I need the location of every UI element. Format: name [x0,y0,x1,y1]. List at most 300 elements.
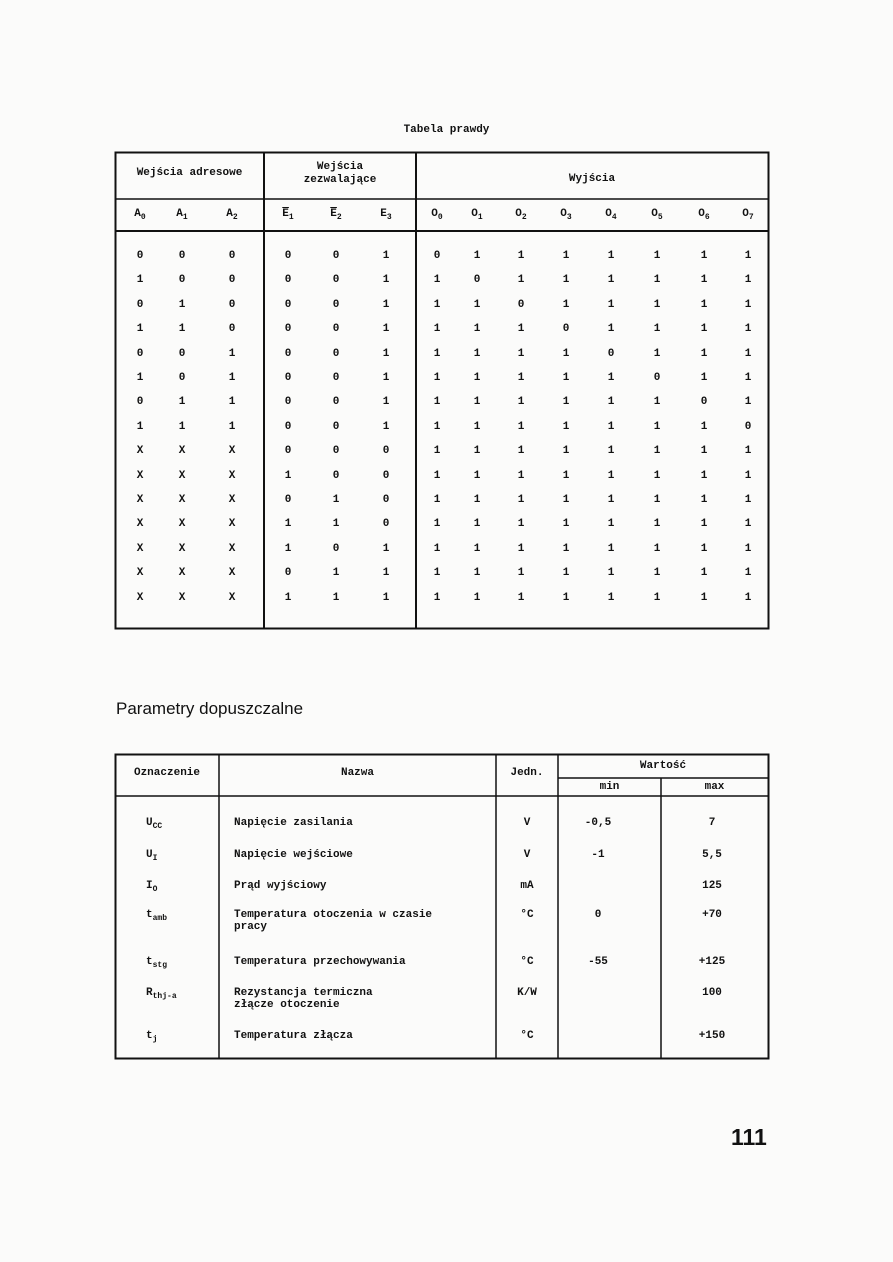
truth-table-cell: 0 [332,372,340,384]
parameter-symbol-letter: U [146,849,153,861]
truth-table-cell: 1 [178,323,186,336]
parameter-symbol [146,909,216,925]
column-header-subscript: 1 [288,213,294,222]
parameter-name [234,880,489,892]
parameter-symbol-subscript: O [152,885,158,894]
truth-table-cell: 1 [382,542,390,555]
column-header-subscript: 3 [386,213,392,222]
column-header-letter: O [651,208,658,220]
truth-table-cell: 1 [744,542,752,555]
column-header-letter: O [431,208,438,220]
truth-table-cell: 1 [562,567,570,580]
parameter-max: +125 [698,956,726,968]
truth-table-cell: 1 [284,469,292,482]
truth-table-cell: 1 [700,372,708,384]
truth-table-cell: 1 [607,591,615,604]
truth-table-cell: 1 [744,396,752,409]
truth-table-cell: 0 [284,347,292,360]
column-header-letter: O [471,208,478,220]
column-header-letter: A [134,208,141,220]
truth-table-cell: 0 [332,274,340,287]
truth-table-cell: 0 [284,298,292,311]
parameter-unit: mA [520,880,534,892]
truth-table-cell: 1 [700,469,708,482]
truth-table-cell: 1 [700,323,708,336]
truth-table-cell: 1 [607,420,615,433]
truth-table-cell: 1 [653,274,661,287]
truth-table-cell: 1 [607,298,615,311]
truth-table-cell: 1 [473,445,481,458]
truth-table-cell: 1 [700,274,708,287]
parameter-symbol-letter: t [146,1030,153,1042]
truth-table-cell: 1 [332,518,340,531]
truth-table-cell: 1 [653,567,661,580]
truth-table-cell: X [136,469,144,482]
truth-table-cell: 1 [700,445,708,458]
truth-table-cell: 1 [744,372,752,384]
parameter-name-line: pracy [234,921,268,933]
truth-table-cell: 1 [562,542,570,555]
truth-table-cell: 0 [382,469,390,482]
truth-table-cell: 1 [228,420,236,433]
parameter-name-line: Temperatura przechowywania [234,956,406,968]
truth-table-cell: 1 [607,250,615,262]
truth-table-cell: 1 [562,591,570,604]
truth-table-cell: 1 [382,591,390,604]
parameter-name-line: Prąd wyjściowy [234,880,327,892]
truth-table-cell: 1 [744,591,752,604]
parameter-symbol-letter: I [146,880,153,892]
truth-table-cell: 1 [700,494,708,506]
truth-table-cell: 1 [562,518,570,531]
truth-table-cell: X [228,469,236,482]
truth-table-cell: 0 [228,274,236,287]
truth-table-cell: 1 [653,347,661,360]
truth-table-cell: 1 [653,323,661,336]
truth-table-cell: 0 [136,298,144,311]
truth-table-cell: 0 [332,298,340,311]
truth-table-cell: 1 [744,274,752,287]
truth-table-cell: X [178,469,186,482]
truth-table-cell: 1 [653,518,661,531]
parameter-symbol-letter: t [146,956,153,968]
truth-table-cell: 1 [382,250,390,262]
truth-table-cell: 1 [517,542,525,555]
column-header-subscript: 4 [611,213,617,222]
truth-table-cell: 1 [433,445,441,458]
column-header-letter: A [176,208,183,220]
truth-table-cell: 1 [607,567,615,580]
parameter-symbol-subscript: CC [152,822,163,831]
truth-table-cell: 1 [607,274,615,287]
truth-table-cell: 1 [562,445,570,458]
column-header-subscript: 5 [657,213,663,222]
truth-table-cell: 1 [382,396,390,409]
truth-table-cell: X [228,542,236,555]
truth-table-cell: 1 [700,567,708,580]
parameter-symbol [146,956,216,972]
truth-table-cell: 0 [433,250,441,262]
truth-table-cell: 1 [473,298,481,311]
column-header-subscript: 1 [477,213,483,222]
parameter-max: 125 [702,880,722,892]
truth-table-cell: 0 [562,323,570,336]
value-column-header: Wartość [639,760,687,772]
truth-table-cell: 1 [517,347,525,360]
truth-table-cell: 1 [562,347,570,360]
column-header-letter: O [560,208,567,220]
truth-table-cell: 1 [517,274,525,287]
parameter-name-line: Napięcie wejściowe [234,849,353,861]
truth-table-cell: 1 [744,518,752,531]
parameter-unit: K/W [517,987,537,999]
parameter-symbol [146,817,216,833]
truth-table-cell: 1 [653,469,661,482]
truth-table-cell: 1 [700,298,708,311]
parameter-name [234,1030,489,1042]
column-header-subscript: 6 [704,213,710,222]
truth-table-cell: 0 [607,347,615,360]
truth-table-cell: 1 [473,567,481,580]
truth-table-cell: 1 [517,591,525,604]
truth-table-cell: 1 [653,298,661,311]
parameter-min: -55 [588,956,608,968]
truth-table-cell: 1 [433,347,441,360]
parameter-min: -1 [591,849,605,861]
truth-table-cell: 1 [178,396,186,409]
truth-table-cell: 1 [136,274,144,287]
truth-table-cell: 1 [228,347,236,360]
truth-table-cell: 0 [284,396,292,409]
truth-table-cell: 1 [562,372,570,384]
truth-table-cell: 1 [562,298,570,311]
parameter-name-line: Napięcie zasilania [234,817,353,829]
parameter-unit: °C [520,909,534,921]
truth-table-cell: 1 [178,420,186,433]
parameter-name-line: Temperatura złącza [234,1030,353,1042]
parameter-max: 100 [702,987,722,999]
truth-table-cell: 1 [473,518,481,531]
truth-table-cell: 1 [433,298,441,311]
truth-table-cell: 0 [744,420,752,433]
truth-table-cell: 1 [178,298,186,311]
truth-table-cell: 0 [332,347,340,360]
column-header-letter: $\overline{E}$ [330,208,337,220]
truth-table-cell: 1 [653,420,661,433]
truth-table-cell: 0 [136,347,144,360]
parameter-symbol-subscript: j [152,1035,158,1044]
truth-table-cell: 1 [433,469,441,482]
page-number: 111 [731,1124,767,1150]
column-header-subscript: 0 [437,213,443,222]
truth-table-cell: 0 [332,469,340,482]
truth-table-cell: 1 [228,396,236,409]
truth-table-cell: X [228,567,236,580]
column-header-letter: O [605,208,612,220]
truth-table-cell: 0 [332,323,340,336]
column-header-letter: E [380,208,387,220]
truth-table-cell: 0 [284,274,292,287]
truth-table-cell: 1 [562,274,570,287]
truth-table-cell: 1 [284,591,292,604]
truth-table-cell: 1 [473,494,481,506]
truth-table-cell: X [228,445,236,458]
column-header-subscript: 7 [748,213,754,222]
truth-table-cell: 1 [607,518,615,531]
truth-table-cell: 0 [178,347,186,360]
truth-table-cell: X [178,445,186,458]
parameter-unit: °C [520,956,534,968]
truth-table-cell: 1 [607,445,615,458]
parameter-symbol-letter: t [146,909,153,921]
truth-table-cell: 1 [332,591,340,604]
truth-table-cell: 1 [382,567,390,580]
truth-table-cell: X [136,445,144,458]
truth-table-cell: 0 [228,323,236,336]
name-column-header: Nazwa [340,767,374,779]
truth-table-cell: 1 [332,567,340,580]
truth-table-cell: 1 [517,323,525,336]
column-header-subscript: 0 [140,213,146,222]
outputs-header: Wyjścia [568,173,616,185]
parameter-name-line: złącze otoczenie [234,999,340,1011]
truth-table-cell: 0 [284,567,292,580]
truth-table-title: Tabela prawdy [403,124,490,136]
truth-table-cell: 1 [744,347,752,360]
truth-table-cell: 1 [473,591,481,604]
parameter-max: +70 [702,909,722,921]
truth-table-cell: 1 [744,445,752,458]
truth-table-cell: 0 [653,372,661,384]
truth-table-cell: 1 [607,494,615,506]
column-header-subscript: 2 [521,213,527,222]
truth-table-cell: 1 [473,469,481,482]
truth-table-cell: 0 [284,372,292,384]
truth-table-cell: 1 [744,298,752,311]
column-header-letter: A [226,208,233,220]
column-header-subscript: 2 [232,213,238,222]
parameter-symbol-subscript: stg [152,961,168,970]
truth-table-cell: 1 [433,323,441,336]
parameter-unit: V [523,817,531,829]
truth-table-cell: 1 [744,567,752,580]
truth-table-cell: X [228,494,236,506]
truth-table-cell: 1 [562,420,570,433]
truth-table-cell: 1 [744,323,752,336]
truth-table-cell: 1 [517,420,525,433]
truth-table-cell: X [136,591,144,604]
truth-table-cell: 1 [744,469,752,482]
truth-table-cell: 0 [700,396,708,409]
truth-table-cell: 0 [332,420,340,433]
truth-table-cell: 1 [700,420,708,433]
truth-table-cell: 1 [284,542,292,555]
parameter-symbol-letter: R [146,987,153,999]
truth-table-cell: 1 [562,396,570,409]
truth-table-cell: 1 [517,396,525,409]
truth-table-cell: 0 [284,445,292,458]
truth-table-cell: 1 [473,347,481,360]
truth-table-cell: 1 [136,420,144,433]
parameter-unit: °C [520,1030,534,1042]
truth-table-cell: 0 [382,494,390,506]
truth-table-cell: 1 [517,469,525,482]
truth-table-cell: X [178,567,186,580]
truth-table-cell: X [178,591,186,604]
parameter-name [234,956,489,968]
truth-table-cell: 0 [332,250,340,262]
truth-table-cell: 1 [382,372,390,384]
truth-table-cell: 1 [228,372,236,384]
column-header-letter: O [742,208,749,220]
parameter-symbol-subscript: amb [152,914,168,923]
truth-table-cell: X [228,518,236,531]
truth-table-cell: 0 [178,372,186,384]
truth-table-cell: 1 [700,347,708,360]
parameter-symbol [146,849,216,865]
truth-table-cell: 1 [517,567,525,580]
parameter-max: +150 [698,1030,726,1042]
truth-table-cell: 0 [517,298,525,311]
address-inputs-header: Wejścia adresowe [136,167,243,179]
truth-table-cell: 0 [284,250,292,262]
truth-table-cell: 1 [473,250,481,262]
truth-table-cell: 1 [700,542,708,555]
min-column-header: min [599,781,620,793]
truth-table-cell: 1 [700,518,708,531]
parameter-max: 7 [708,817,716,829]
truth-table-cell: 1 [744,494,752,506]
truth-table-cell: 1 [653,591,661,604]
column-header-subscript: 3 [566,213,572,222]
truth-table-cell: 0 [136,250,144,262]
column-header-letter: $\overline{E}$ [282,208,289,220]
truth-table-cell: X [136,567,144,580]
truth-table-cell: 1 [517,445,525,458]
parameter-name [234,987,489,1011]
parameters-heading: Parametry dopuszczalne [116,699,304,718]
truth-table-cell: 0 [178,274,186,287]
parameter-min: 0 [594,909,602,921]
truth-table-cell: 1 [433,494,441,506]
parameter-name [234,909,489,933]
truth-table-cell: 1 [517,494,525,506]
truth-table-cell: 1 [653,250,661,262]
parameter-symbol-subscript: I [152,854,158,863]
truth-table-cell: 1 [562,494,570,506]
truth-table-cell: 1 [517,518,525,531]
truth-table-cell: 0 [136,396,144,409]
parameter-name-line: Rezystancja termiczna [234,987,373,999]
parameter-symbol [146,1030,216,1046]
truth-table-cell: X [178,494,186,506]
truth-table-cell: 1 [433,420,441,433]
truth-table-cell: 1 [382,274,390,287]
truth-table-cell: X [136,494,144,506]
truth-table-cell: 1 [562,250,570,262]
truth-table-cell: 1 [700,591,708,604]
truth-table-cell: 1 [433,274,441,287]
truth-table-cell: 1 [517,250,525,262]
truth-table-cell: 1 [433,591,441,604]
truth-table-cell: 1 [653,396,661,409]
truth-table-cell: 1 [473,323,481,336]
truth-table-cell: 1 [433,542,441,555]
truth-table-cell: 0 [332,445,340,458]
truth-table-cell: 1 [284,518,292,531]
truth-table-cell: 1 [382,298,390,311]
truth-table-cell: 1 [473,542,481,555]
truth-table-cell: X [136,542,144,555]
truth-table-cell: 1 [433,518,441,531]
truth-table-cell: 1 [473,396,481,409]
unit-column-header: Jedn. [510,767,544,779]
parameter-symbol [146,987,216,1003]
parameter-symbol-subscript: thj-a [152,992,177,1001]
column-header-subscript: 1 [182,213,188,222]
truth-table-cell: 1 [700,250,708,262]
truth-table-cell: 0 [473,274,481,287]
enable-inputs-header: Wejścia zezwalające [303,161,377,186]
truth-table-cell: 1 [517,372,525,384]
truth-table-cell: 1 [136,372,144,384]
truth-table-cell: 0 [228,250,236,262]
truth-table-cell: 1 [653,445,661,458]
column-header-subscript: 2 [336,213,342,222]
truth-table-cell: 1 [433,567,441,580]
truth-table-cell: 0 [382,445,390,458]
column-header-letter: O [515,208,522,220]
truth-table-cell: 1 [473,372,481,384]
max-column-header: max [704,781,725,793]
symbol-column-header: Oznaczenie [133,767,200,779]
truth-table-cell: X [228,591,236,604]
parameter-unit: V [523,849,531,861]
truth-table-cell: 1 [433,372,441,384]
truth-table-cell: X [178,518,186,531]
truth-table-cell: X [178,542,186,555]
truth-table-cell: 0 [382,518,390,531]
truth-table-cell: 1 [562,469,570,482]
truth-table-cell: 1 [433,396,441,409]
truth-table-cell: 0 [332,542,340,555]
truth-table-cell: 1 [473,420,481,433]
truth-table-cell: 1 [136,323,144,336]
truth-table-cell: X [136,518,144,531]
column-header-letter: O [698,208,705,220]
truth-table-cell: 1 [653,542,661,555]
truth-table-cell: 1 [607,372,615,384]
parameter-name-line: Temperatura otoczenia w czasie [234,909,433,921]
truth-table-cell: 0 [284,323,292,336]
parameter-name [234,849,489,861]
truth-table-cell: 0 [284,420,292,433]
truth-table-cell: 1 [744,250,752,262]
truth-table-cell: 1 [607,542,615,555]
parameter-min: -0,5 [584,817,612,829]
truth-table-cell: 1 [382,420,390,433]
truth-table-cell: 1 [382,323,390,336]
truth-table-cell: 1 [607,469,615,482]
parameter-symbol [146,880,216,896]
truth-table-cell: 1 [653,494,661,506]
truth-table-cell: 0 [228,298,236,311]
truth-table-cell: 1 [607,323,615,336]
truth-table-cell: 0 [178,250,186,262]
parameter-max: 5,5 [702,849,722,861]
parameter-name [234,817,489,829]
truth-table-cell: 1 [607,396,615,409]
